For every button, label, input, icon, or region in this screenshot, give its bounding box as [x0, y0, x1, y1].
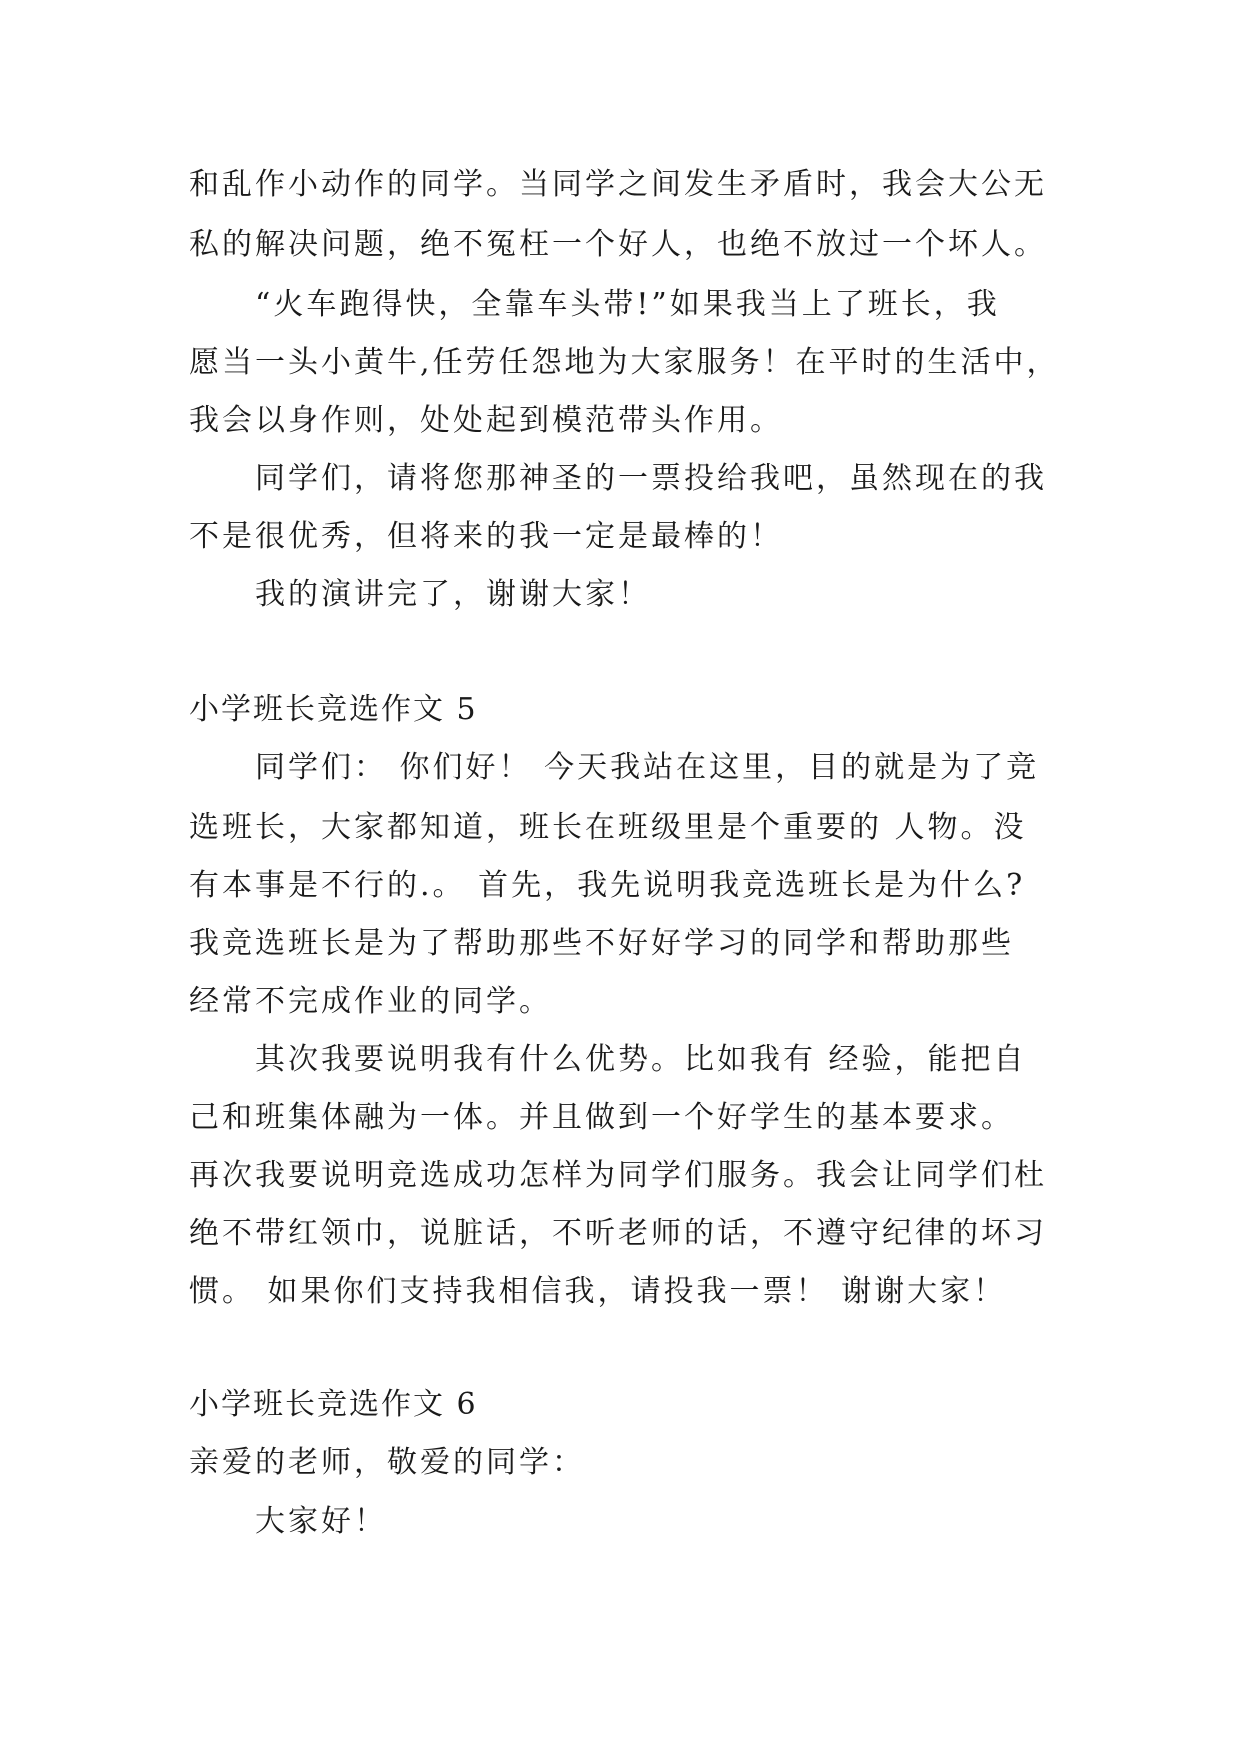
text-line: 绝不带红领巾，说脏话，不听老师的话，不遵守纪律的坏习 — [189, 1216, 1047, 1251]
text-line: 同学们： 你们好！ 今天我站在这里，目的就是为了竞 — [255, 750, 1040, 785]
text-line: “火车跑得快，全靠车头带!”如果我当上了班长，我 — [255, 287, 1000, 322]
text-line: 大家好！ — [255, 1504, 387, 1539]
text-line: 亲爱的老师，敬爱的同学： — [189, 1445, 585, 1480]
text-line: 同学们，请将您那神圣的一票投给我吧，虽然现在的我 — [255, 461, 1047, 496]
text-line: 再次我要说明竞选成功怎样为同学们服务。我会让同学们杜 — [189, 1158, 1047, 1193]
text-line: 不是很优秀，但将来的我一定是最棒的！ — [189, 519, 783, 554]
text-line: 和乱作小动作的同学。当同学之间发生矛盾时，我会大公无 — [189, 167, 1047, 202]
section-heading: 小学班长竞选作文 6 — [189, 1387, 478, 1422]
text-line: 有本事是不行的.。 首先，我先说明我竞选班长是为什么? — [189, 868, 1026, 903]
text-line: 愿当一头小黄牛,任劳任怨地为大家服务！在平时的生活中， — [189, 345, 1060, 380]
text-line: 我竞选班长是为了帮助那些不好好学习的同学和帮助那些 — [189, 926, 1014, 961]
section-heading: 小学班长竞选作文 5 — [189, 692, 478, 727]
text-line: 我的演讲完了，谢谢大家！ — [255, 577, 651, 612]
text-line: 己和班集体融为一体。并且做到一个好学生的基本要求。 — [189, 1100, 1014, 1135]
text-line: 私的解决问题，绝不冤枉一个好人，也绝不放过一个坏人。 — [189, 227, 1047, 262]
text-line: 惯。 如果你们支持我相信我，请投我一票！ 谢谢大家！ — [189, 1274, 1007, 1309]
text-line: 其次我要说明我有什么优势。比如我有 经验，能把自 — [255, 1042, 1027, 1077]
text-line: 我会以身作则，处处起到模范带头作用。 — [189, 403, 783, 438]
text-line: 选班长，大家都知道，班长在班级里是个重要的 人物。没 — [189, 810, 1027, 845]
text-line: 经常不完成作业的同学。 — [189, 984, 552, 1019]
